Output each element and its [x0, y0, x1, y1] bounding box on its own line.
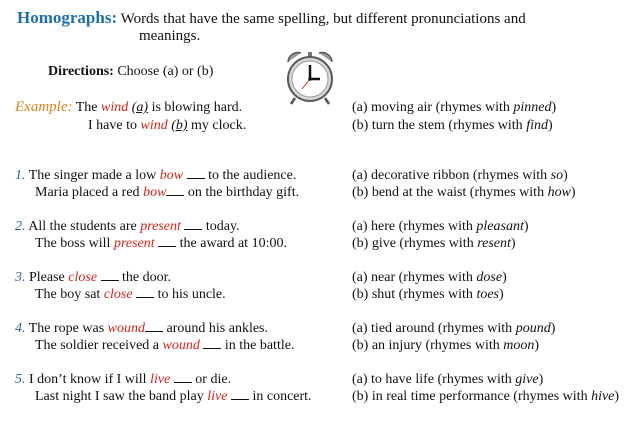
- question-5-sentence-2: Last night I saw the band play live in concert.: [35, 389, 312, 404]
- question-number: 2.: [15, 219, 26, 234]
- question-2-sentence-1: 2. All the students are present today.: [15, 219, 240, 234]
- question-3-option-a: (a) near (rhymes with dose): [352, 270, 507, 285]
- question-number: 1.: [15, 168, 26, 183]
- question-number: 4.: [15, 321, 26, 336]
- answer-blank[interactable]: [174, 381, 192, 383]
- question-2-option-b: (b) give (rhymes with resent): [352, 236, 516, 251]
- question-1-option-b: (b) bend at the waist (rhymes with how): [352, 185, 576, 200]
- answer-blank[interactable]: [166, 194, 184, 196]
- homograph-word: close: [68, 270, 98, 285]
- homograph-word: present: [113, 236, 155, 251]
- example-label: Example:: [15, 99, 73, 115]
- directions-label: Directions:: [48, 64, 114, 79]
- answer-blank[interactable]: [145, 330, 163, 332]
- homograph-word: wound: [162, 338, 200, 353]
- example-s2-pre: I have to: [88, 118, 137, 133]
- question-2-option-a: (a) here (rhymes with pleasant): [352, 219, 529, 234]
- question-number: 5.: [15, 372, 26, 387]
- example-option-b: (b) turn the stem (rhymes with find): [352, 118, 553, 133]
- question-5-option-a: (a) to have life (rhymes with give): [352, 372, 544, 387]
- question-4-option-a: (a) tied around (rhymes with pound): [352, 321, 556, 336]
- question-5-sentence-1: 5. I don’t know if I will live or die.: [15, 372, 232, 387]
- homograph-word: wound: [107, 321, 146, 336]
- example-sentence-2: [88, 117, 246, 134]
- example-s1-word: wind: [101, 100, 129, 115]
- title-label: Homographs:: [17, 8, 118, 27]
- question-2-sentence-2: The boss will present the award at 10:00.: [35, 236, 287, 251]
- title-text-line2: meanings.: [139, 28, 201, 44]
- question-4-sentence-2: The soldier received a wound in the battle.: [35, 338, 295, 353]
- homograph-word: bow: [159, 168, 184, 183]
- question-1-sentence-2: Maria placed a red bow on the birthday gift.: [35, 185, 300, 200]
- answer-blank[interactable]: [203, 347, 221, 349]
- homograph-word: live: [150, 372, 171, 387]
- answer-blank[interactable]: [184, 228, 202, 230]
- homograph-word: close: [103, 287, 133, 302]
- directions-text: Choose (a) or (b): [117, 64, 214, 79]
- homograph-word: present: [140, 219, 181, 234]
- example-s2-word: wind: [140, 118, 168, 133]
- question-3-sentence-2: The boy sat close to his uncle.: [35, 287, 226, 302]
- question-5-option-b: (b) in real time performance (rhymes with hive): [352, 389, 620, 404]
- homograph-word: live: [207, 389, 228, 404]
- example-s2-post: my clock.: [191, 118, 247, 133]
- question-1-option-a: (a) decorative ribbon (rhymes with so): [352, 168, 568, 183]
- example-s1-pre: The: [75, 100, 98, 115]
- directions: [48, 64, 213, 80]
- title-text-line1: Words that have the same spelling, but different pronunciations and: [120, 11, 526, 27]
- homograph-word: bow: [143, 185, 167, 200]
- question-4-sentence-1: 4. The rope was wound around his ankles.: [15, 321, 268, 336]
- alarm-clock-icon: [283, 48, 337, 106]
- example-s2-answer: (b): [171, 118, 188, 133]
- question-number: 3.: [15, 270, 26, 285]
- answer-blank[interactable]: [158, 245, 176, 247]
- example-sentence-1: [15, 99, 242, 116]
- worksheet-title: [17, 8, 526, 44]
- example-s1-post: is blowing hard.: [151, 100, 243, 115]
- question-3-sentence-1: 3. Please close the door.: [15, 270, 172, 285]
- answer-blank[interactable]: [101, 279, 119, 281]
- question-3-option-b: (b) shut (rhymes with toes): [352, 287, 504, 302]
- question-4-option-b: (b) an injury (rhymes with moon): [352, 338, 540, 353]
- example-option-a: (a) moving air (rhymes with pinned): [352, 100, 557, 115]
- answer-blank[interactable]: [187, 177, 205, 179]
- question-1-sentence-1: 1. The singer made a low bow to the audience.: [15, 168, 297, 183]
- answer-blank[interactable]: [136, 296, 154, 298]
- answer-blank[interactable]: [231, 398, 249, 400]
- example-s1-answer: (a): [131, 100, 149, 115]
